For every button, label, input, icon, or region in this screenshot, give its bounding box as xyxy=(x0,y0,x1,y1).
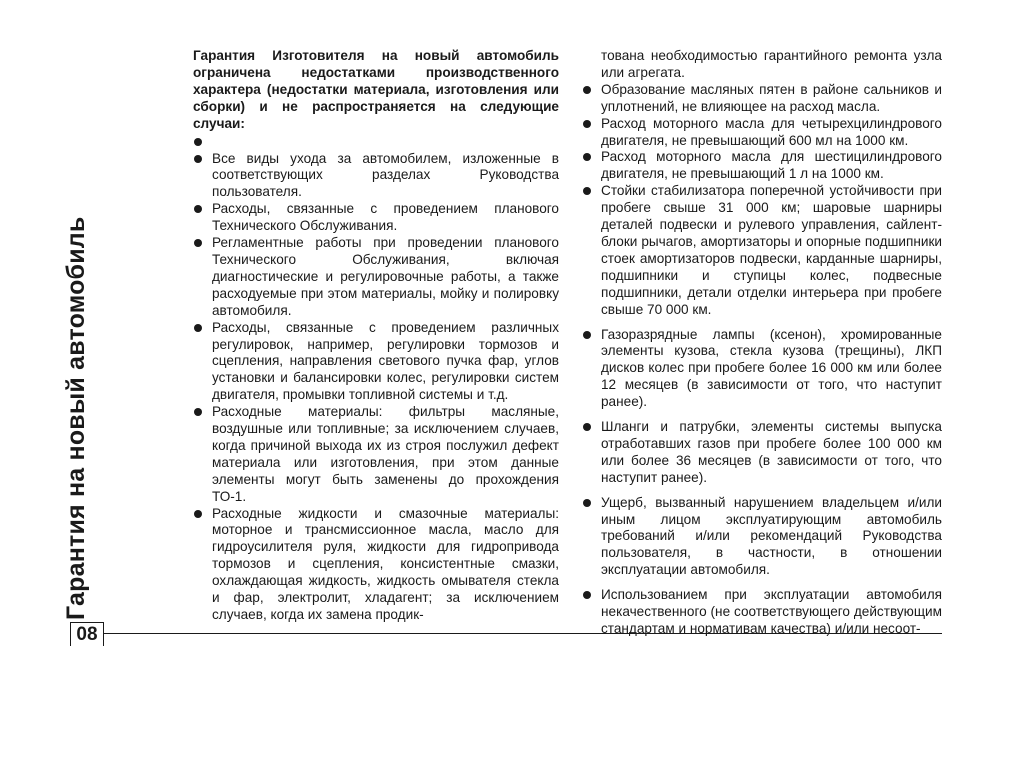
list-item-text: Расход моторного масла для шестицилиндрового двигателя, не превышающий 1 л на 1000 км. xyxy=(601,149,942,182)
list-item-text: Шланги и патрубки, элементы системы выпуска отработавших газов при пробеге более 100 000 км или более 36 месяцев (в зависимости от того, что наступит ранее). xyxy=(601,419,942,485)
right-column xyxy=(582,48,942,638)
list-item-text: Использованием при эксплуатации автомобиля некачественного (не соответствующего действующим стандартам и нормативам качества) и/или несоот- xyxy=(601,587,942,636)
bullet-icon xyxy=(194,155,202,163)
bullet-icon xyxy=(583,120,591,128)
bullet-icon xyxy=(583,423,591,431)
list-item-text: Регламентные работы при проведении планового Технического Обслуживания, включая диагностические и регулировочные работы, а также расходуемые при этом материалы, мойку и полировку автомобиля. xyxy=(212,235,559,318)
list-item xyxy=(193,506,559,624)
list-item xyxy=(582,149,942,183)
list-item xyxy=(193,151,559,202)
page-number: 08 xyxy=(70,622,104,646)
list-item-text: Расход моторного масла для четырехцилиндрового двигателя, не превышающий 600 мл на 1000 км. xyxy=(601,115,942,148)
bullet-icon xyxy=(194,239,202,247)
list-item-text: Ущерб, вызванный нарушением владельцем и/или иным лицом эксплуатирующим автомобиль требований и/или рекомендаций Руководства пользователя, в частности, в отношении эксплуатации автомобиля. xyxy=(601,494,942,578)
bullet-icon xyxy=(583,86,591,94)
left-column xyxy=(193,48,559,624)
list-item xyxy=(582,419,942,487)
exclusions-list-left xyxy=(193,134,559,624)
list-item-text: Расходные жидкости и смазочные материалы: моторное и трансмиссионное масла, масло для гидроусилителя руля, жидкости для гидропривода тормозов и сцепления, консистентные смазки, охлаждающая жидкость, жидкость омывателя стекла и фар, электролит, хладагент; за исключением случаев, когда их замена продик- xyxy=(212,505,559,622)
list-item-text: Образование масляных пятен в районе сальников и уплотнений, не влияющее на расход масла. xyxy=(601,81,942,114)
bullet-icon xyxy=(583,499,591,507)
list-item xyxy=(193,404,559,505)
continuation-paragraph: тована необходимостью гарантийного ремонта узла или агрегата. xyxy=(601,48,942,80)
list-item xyxy=(193,201,559,235)
bullet-icon xyxy=(583,591,591,599)
bullet-icon xyxy=(194,205,202,213)
intro-paragraph: Гарантия Изготовителя на новый автомобиль ограничена недостатками производственного характера (недостатки материала, изготовления или сборки) и не распространяется на следующие случаи: xyxy=(193,48,559,131)
bullet-icon xyxy=(194,324,202,332)
bullet-icon xyxy=(583,187,591,195)
list-item xyxy=(582,116,942,150)
bullet-icon xyxy=(194,408,202,416)
list-item xyxy=(582,183,942,318)
list-item xyxy=(582,587,942,638)
list-item-text: Расходы, связанные с проведением планового Технического Обслуживания. xyxy=(212,201,559,234)
list-item-text: Расходы, связанные с проведением различных регулировок, например, регулировки тормозов и сцепления, направления светового пучка фар, углов установки и балансировки колес, регулировки систем двигателя, промывки топливной системы и т.д. xyxy=(212,319,559,403)
list-item-text: Расходные материалы: фильтры масляные, воздушные или топливные; за исключением случаев, когда причиной выхода их из строя послужил дефект материала или изготовления, при этом данные элементы могут быть заменены до прохождения ТО-1. xyxy=(212,404,559,504)
list-item xyxy=(582,327,942,412)
bullet-icon xyxy=(194,510,202,518)
bullet-icon xyxy=(583,331,591,339)
list-item xyxy=(582,495,942,580)
list-item-text: Газоразрядные лампы (ксенон), хромированные элементы кузова, стекла кузова (трещины), ЛКП дисков колес при пробеге более 16 000 км или более 12 месяцев (в зависимости от того, что наступит ранее). xyxy=(601,326,942,410)
bullet-icon xyxy=(194,138,202,146)
list-item xyxy=(193,134,559,151)
list-item xyxy=(193,320,559,405)
list-item xyxy=(193,235,559,320)
bullet-icon xyxy=(583,153,591,161)
exclusions-list-right xyxy=(582,82,942,638)
list-item-text: Стойки стабилизатора поперечной устойчивости при пробеге свыше 31 000 км; шаровые шарниры деталей подвески и рулевого управления, сайлент-блоки рычагов, амортизаторы и опорные подшипники стоек амортизаторов подвески, карданные шарниры, подшипники и ступицы колес, подвесные подшипники, детали отделки интерьера при пробеге свыше 70 000 км. xyxy=(601,183,942,317)
list-item-text: Все виды ухода за автомобилем, изложенные в соответствующих разделах Руководства пользователя. xyxy=(212,150,559,200)
section-title-vertical: Гарантия на новый автомобиль xyxy=(62,216,90,620)
list-item xyxy=(582,82,942,116)
